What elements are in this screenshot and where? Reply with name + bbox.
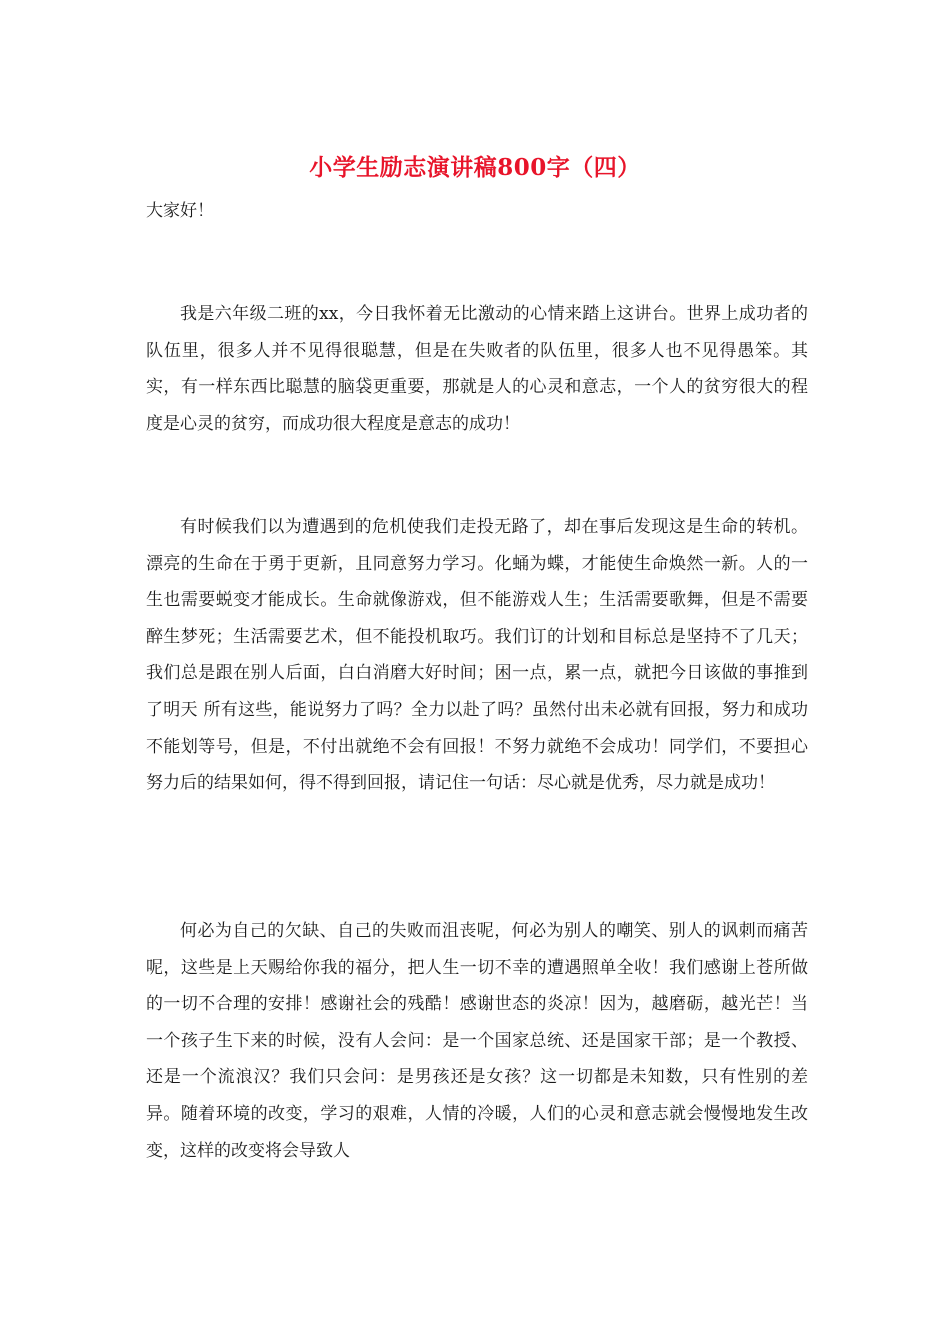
paragraph-2: 有时候我们以为遭遇到的危机使我们走投无路了，却在事后发现这是生命的转机。漂亮的生命在于勇于更新，且同意努力学习。化蛹为蝶，才能使生命焕然一新。人的一生也需要蜕变才能成长。生命就像游戏，但不能游戏人生；生活需要歌舞，但是不需要醉生梦死；生活需要艺术，但不能投机取巧。我们订的计划和目标总是坚持不了几天；我们总是跟在别人后面，白白消磨大好时间；困一点，累一点，就把今日该做的事推到了明天 所有这些，能说努力了吗？全力以赴了吗？虽然付出未必就有回报，努力和成功不能划等号，但是，不付出就绝不会有回报！不努力就绝不会成功！同学们，不要担心努力后的结果如何，得不得到回报，请记住一句话：尽心就是优秀，尽力就是成功！ bbox=[146, 517, 808, 794]
paragraph-3: 何必为自己的欠缺、自己的失败而沮丧呢，何必为别人的嘲笑、别人的讽刺而痛苦呢，这些是上天赐给你我的福分，把人生一切不幸的遭遇照单全收！我们感谢上苍所做的一切不合理的安排！感谢社会的残酷！感谢世态的炎凉！因为，越磨砺，越光芒！当一个孩子生下来的时候，没有人会问：是一个国家总统、还是国家干部；是一个教授、还是一个流浪汉？我们只会问：是男孩还是女孩？这一切都是未知数，只有性别的差异。随着环境的改变，学习的艰难，人情的冷暖，人们的心灵和意志就会慢慢地发生改变，这样的改变将会导致人 bbox=[146, 921, 808, 1161]
paragraph-1: 我是六年级二班的xx，今日我怀着无比激动的心情来踏上这讲台。世界上成功者的队伍里，很多人并不见得很聪慧，但是在失败者的队伍里，很多人也不见得愚笨。其实，有一样东西比聪慧的脑袋更重要，那就是人的心灵和意志，一个人的贫穷很大的程度是心灵的贫穷，而成功很大程度是意志的成功！ bbox=[146, 304, 808, 434]
greeting: 大家好！ bbox=[146, 201, 214, 221]
page-title: 小学生励志演讲稿800字（四） bbox=[309, 154, 641, 181]
